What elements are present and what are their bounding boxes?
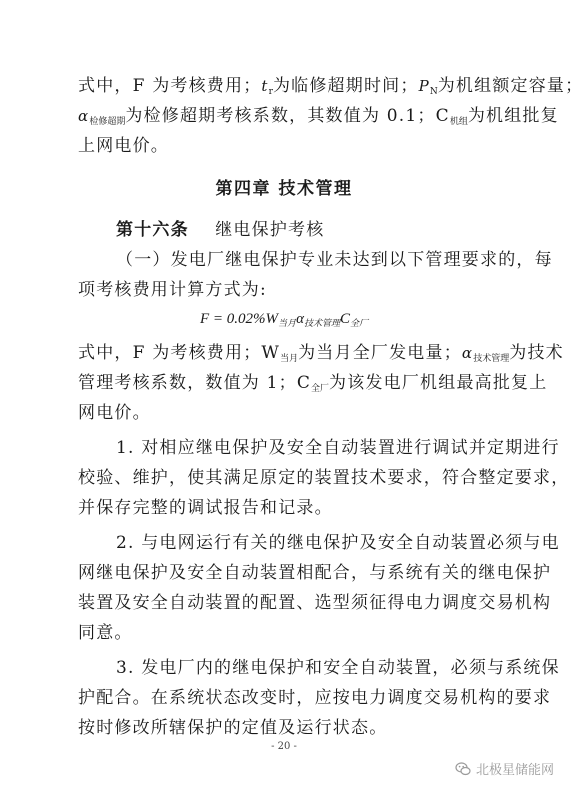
- text-line: 项考核费用计算方式为:: [78, 280, 267, 300]
- page-number: - 20 -: [271, 741, 297, 752]
- subscript: 当月: [278, 318, 297, 328]
- wechat-icon: [455, 761, 471, 777]
- text-line: 上网电价。: [78, 136, 169, 156]
- text-line: [78, 342, 564, 370]
- text-span: 式中，F 为考核费用；W: [78, 343, 281, 363]
- text-span: 为该发电厂机组最高批复上: [329, 373, 548, 393]
- text-line: 2. 与电网运行有关的继电保护及安全自动装置必须与电: [116, 533, 560, 553]
- text-line: [78, 372, 548, 400]
- subscript: r: [268, 87, 273, 97]
- symbol-alpha: α: [461, 344, 474, 362]
- text-line: （一）发电厂继电保护专业未达到以下管理要求的，每: [116, 250, 553, 270]
- text-span: 式中，F 为考核费用；: [78, 76, 262, 96]
- symbol-alpha: α: [78, 107, 90, 125]
- text-line: 网电价。: [78, 403, 151, 423]
- text-line: 3. 发电厂内的继电保护和安全自动装置，必须与系统保: [116, 658, 560, 678]
- text-line: 网继电保护及安全自动装置相配合，与系统有关的继电保护: [78, 563, 552, 583]
- text-line: 护配合。在系统状态改变时，应按电力调度交易机构的要求: [78, 688, 552, 708]
- formula-alpha: α: [296, 311, 304, 327]
- watermark-text: 北极星储能网: [475, 763, 554, 778]
- text-span: 为机组额定容量；: [437, 76, 583, 96]
- subscript: 技术管理: [473, 354, 510, 364]
- watermark: [455, 759, 554, 778]
- subscript: 全厂: [349, 318, 368, 328]
- subscript: 当月: [280, 354, 299, 364]
- chapter-heading: 第四章 技术管理: [215, 179, 353, 199]
- subscript: 全厂: [311, 384, 330, 394]
- article-number: 第十六条: [116, 220, 189, 240]
- text-span: 为技术: [509, 343, 564, 363]
- text-line: 同意。: [78, 623, 133, 643]
- text-line: 校验、维护，使其满足原定的装置技术要求，符合整定要求，: [78, 468, 570, 488]
- article-heading: [116, 219, 324, 241]
- formula-lhs: F = 0.02%W: [200, 311, 279, 327]
- subscript: 机组: [449, 117, 468, 127]
- text-span: 为临修超期时间；: [272, 76, 419, 96]
- text-line: [78, 105, 559, 133]
- formula-c: C: [339, 311, 350, 327]
- subscript: 检修超期: [89, 117, 126, 127]
- text-line: 1. 对相应继电保护及安全自动装置进行调试并定期进行: [116, 438, 560, 458]
- text-line: 并保存完整的调试报告和记录。: [78, 498, 333, 518]
- subscript: N: [429, 87, 438, 97]
- subscript: 技术管理: [303, 318, 340, 328]
- text-line: [78, 75, 583, 103]
- text-line: 装置及安全自动装置的配置、选型须征得电力调度交易机构: [78, 593, 552, 613]
- article-title: 继电保护考核: [215, 220, 325, 240]
- text-span: 为当月全厂发电量；: [298, 343, 462, 363]
- text-span: 为检修超期考核系数，其数值为 0.1；C: [125, 106, 450, 126]
- text-span: 管理考核系数，数值为 1；C: [78, 373, 312, 393]
- text-line: 按时修改所辖保护的定值及运行状态。: [78, 718, 388, 738]
- formula: [0, 309, 568, 333]
- symbol-t: t: [261, 77, 269, 95]
- text-span: 为机组批复: [467, 106, 559, 126]
- symbol-p: P: [418, 77, 430, 95]
